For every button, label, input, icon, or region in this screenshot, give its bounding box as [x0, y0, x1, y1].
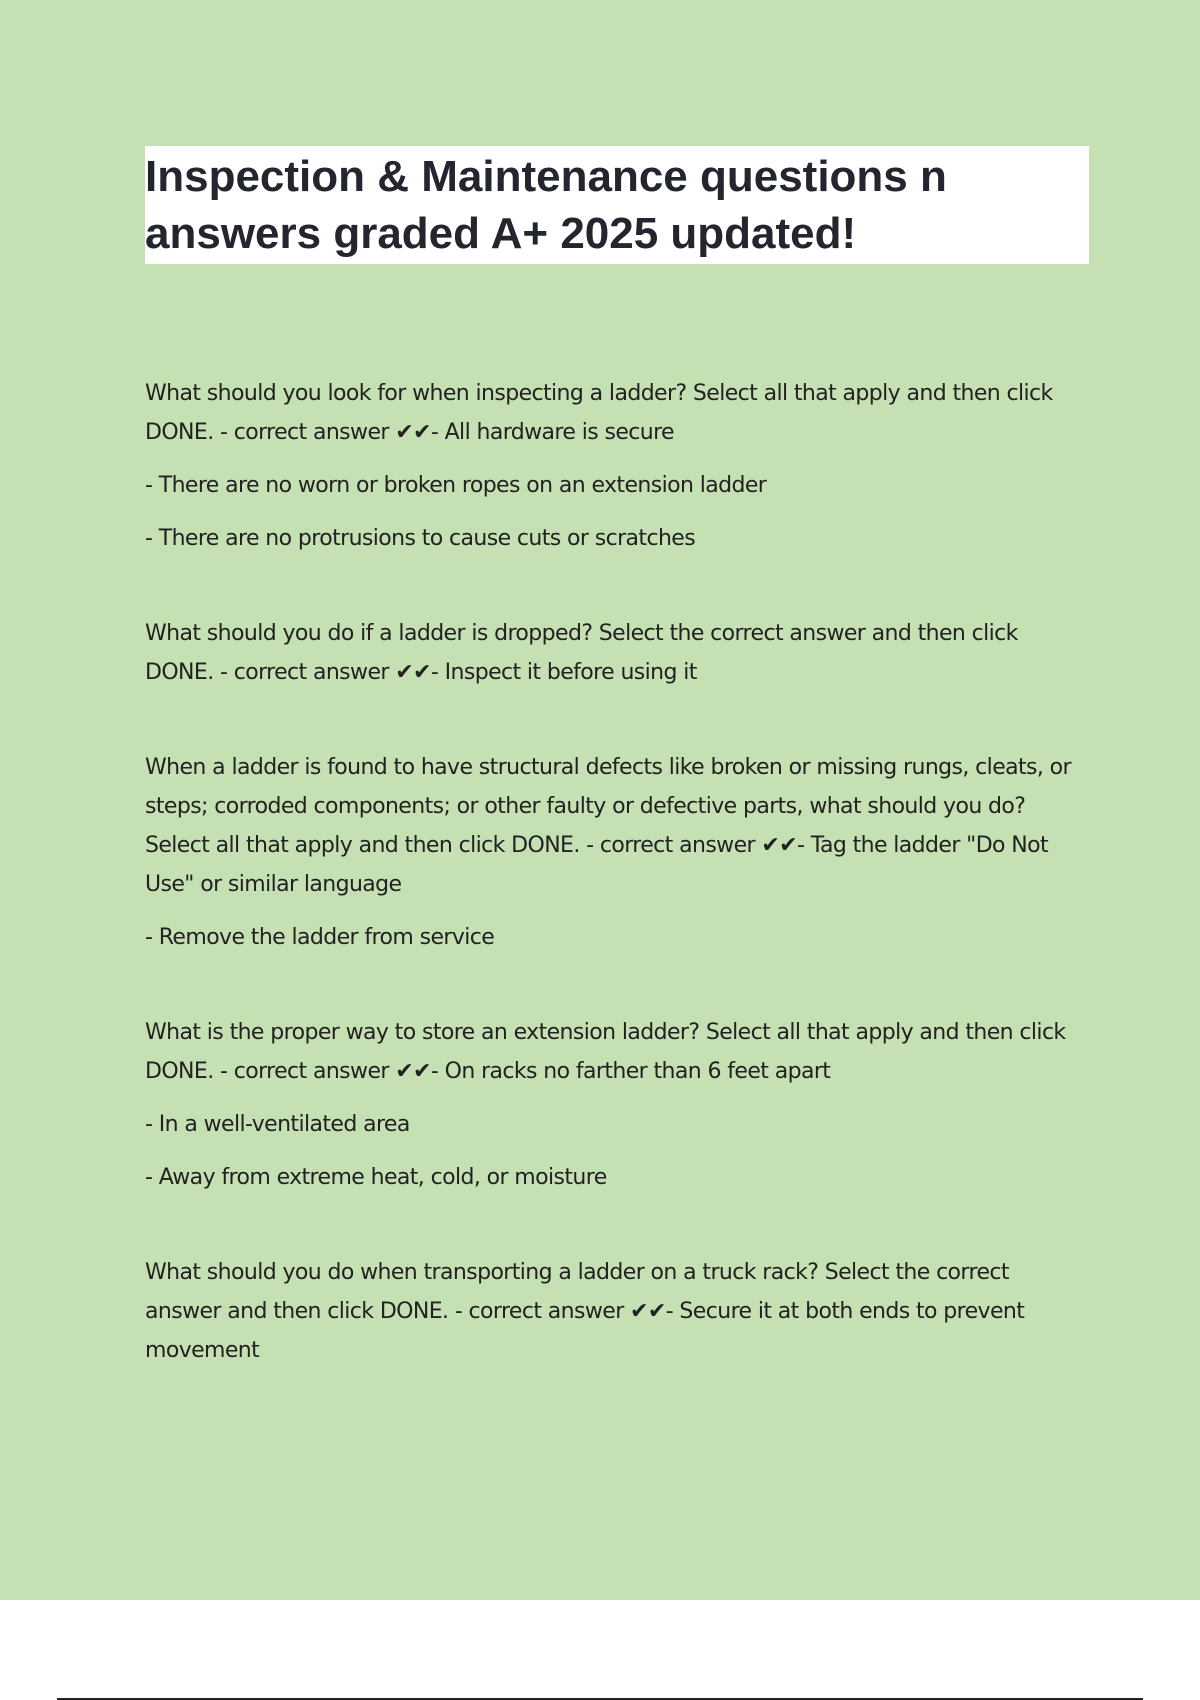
qa-answer-line: - There are no worn or broken ropes on an extension ladder: [145, 473, 767, 498]
qa-question: What should you do if a ladder is dropped? Select the correct answer and then click DONE. - correct answer ✔✔- Inspect it before using it: [145, 621, 1018, 685]
qa-question: What should you do when transporting a ladder on a truck rack? Select the correct answer and then click DONE. - correct answer ✔✔- Secure it at both ends to prevent movement: [145, 1260, 1025, 1363]
qa-answer-line: - Away from extreme heat, cold, or moisture: [145, 1165, 607, 1190]
qa-item: [145, 374, 1089, 558]
qa-answer-line: - In a well-ventilated area: [145, 1112, 410, 1137]
qa-item: [145, 1013, 1089, 1197]
qa-list: [145, 374, 1089, 1370]
qa-question: What should you look for when inspecting a ladder? Select all that apply and then click DONE. - correct answer ✔✔- All hardware is secure: [145, 381, 1053, 445]
qa-item: [145, 614, 1089, 692]
qa-question: When a ladder is found to have structural defects like broken or missing rungs, cleats, or steps; corroded components; or other faulty or defective parts, what should you do? Select all that apply and then click DONE. - correct answer ✔✔- Tag the ladder "Do Not Use" or similar language: [145, 755, 1071, 897]
document-content: [145, 146, 1089, 1426]
qa-answer-line: - Remove the ladder from service: [145, 925, 495, 950]
qa-answer-line: - There are no protrusions to cause cuts or scratches: [145, 526, 696, 551]
qa-question: What is the proper way to store an extension ladder? Select all that apply and then click DONE. - correct answer ✔✔- On racks no farther than 6 feet apart: [145, 1020, 1066, 1084]
qa-item: [145, 748, 1089, 957]
qa-item: [145, 1253, 1089, 1370]
title-highlight: [145, 146, 1089, 264]
document-title: Inspection & Maintenance questions n answers graded A+ 2025 updated!: [145, 152, 947, 258]
